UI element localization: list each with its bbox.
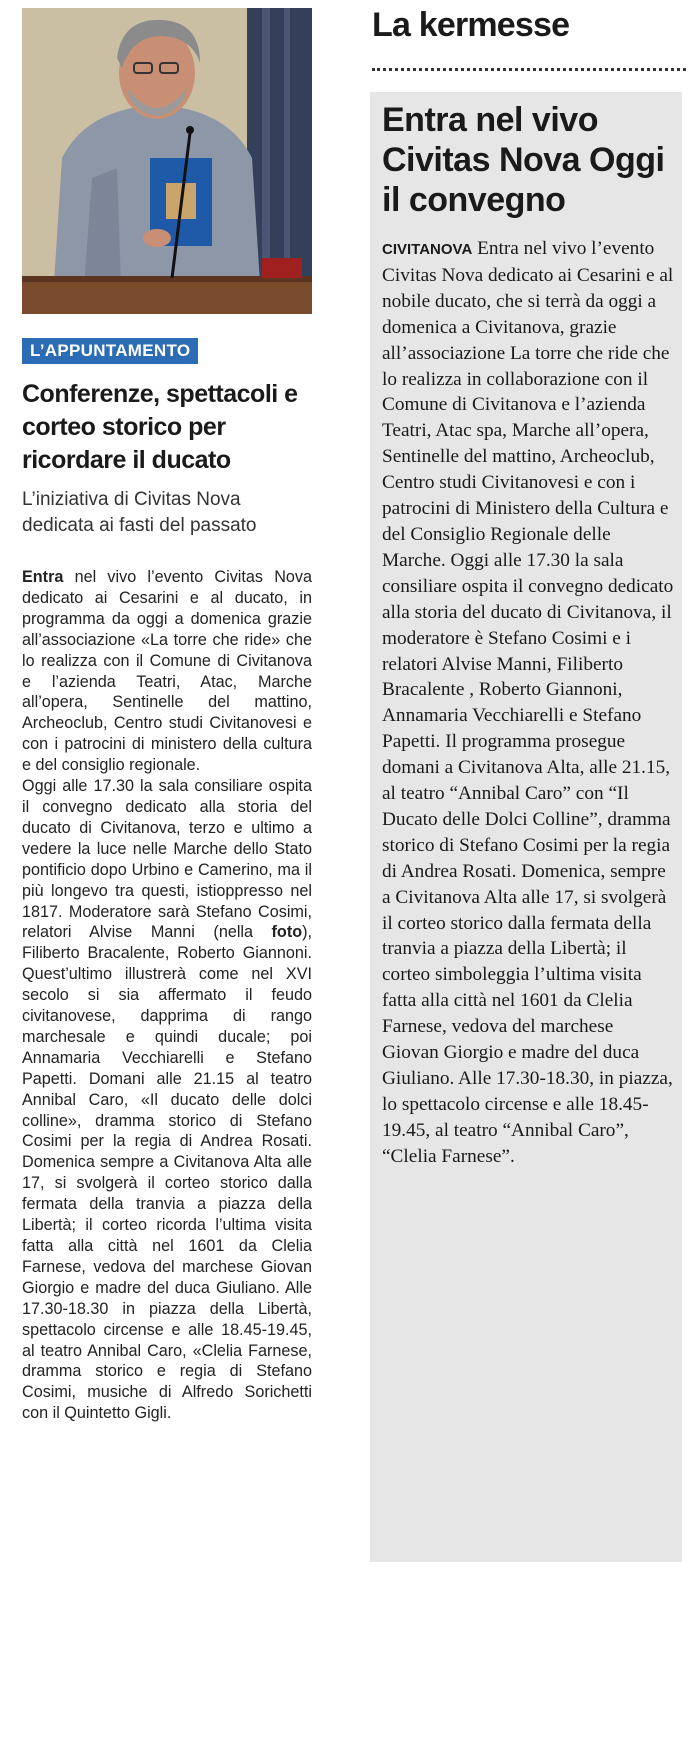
body-text-part-2: ), Filiberto Bracalente, Roberto Giannoni. Quest’ultimo illustrerà come nel XVI secolo si sia affermato il feudo civitanovese, dapprima di rango marchesale e quindi ducale; poi Annamaria Vecchiarelli e Stefano Papetti. Domani alle 21.15 al teatro Annibal Caro, «Il ducato delle dolci colline», dramma storico di Stefano Cosimi per la regia di Andrea Rosati. Domenica sempre a Civitanova Alta alle 17, si svolgerà il corteo storico dalla fermata della tranvia a piazza della Libertà; il corteo ricorda l’ultima visita fatta alla città nel 1601 da Clelia Farnese, vedova del marchese Giovan Giorgio e madre del duca Giuliano. Alle 17.30-18.30 in piazza della Libertà, spettacolo circense e alle 18.45-19.45, al teatro Annibal Caro, «Clelia Farnese, dramma storico e regia di Stefano Cosimi, musiche di Alfredo Sorichetti con il Quintetto Gigli. xyxy=(22,923,312,1423)
section-kicker: L’APPUNTAMENTO xyxy=(22,338,198,364)
speaker-photo-illustration xyxy=(22,8,312,314)
sidebar-box xyxy=(370,92,682,1562)
article-headline: Conferenze, spettacoli e corteo storico per ricordare il ducato xyxy=(22,380,298,474)
sidebar-body xyxy=(382,236,674,1170)
body-lead: Entra xyxy=(22,568,64,586)
article-subtitle: L’iniziativa di Civitas Nova dedicata ai fasti del passato xyxy=(22,489,257,536)
dotted-divider xyxy=(372,68,686,71)
dateline-city: CIVITANOVA xyxy=(382,241,473,258)
body-foto: foto xyxy=(271,923,303,942)
speaker-photo xyxy=(22,8,312,314)
section-header: La kermesse xyxy=(372,6,570,44)
sidebar-body-text: Entra nel vivo l’evento Civitas Nova dedicato ai Cesarini e al nobile ducato, che si terrà da oggi a domenica a Civitanova, grazie all’associazione La torre che ride che lo realizza in collaborazione con il Comune di Civitanova e l’azienda Teatri, Atac spa, Marche all’opera, Sentinelle del mattino, Archeoclub, Centro studi Civitanovesi e con i patrocini di Ministero della Cultura e del Consiglio Regionale delle Marche. Oggi alle 17.30 la sala consiliare ospita il convegno dedicato alla storia del ducato di Civitanova, il moderatore è Stefano Cosimi e i relatori Alvise Manni, Filiberto Bracalente , Roberto Giannoni, Annamaria Vecchiarelli e Stefano Papetti. Il programma prosegue domani a Civitanova Alta, alle 21.15, al teatro “Annibal Caro” con “Il Ducato delle Dolci Colline”, dramma storico di Stefano Cosimi per la regia di Andrea Rosati. Domenica, sempre a Civitanova Alta alle 17, si svolgerà il corteo storico dalla fermata della tranvia a piazza della Libertà; il corteo simboleggia l’ultima visita fatta alla città nel 1601 da Clelia Farnese, vedova del marchese Giovan Giorgio e madre del duca Giuliano. Alle 17.30-18.30, in piazza, lo spettacolo circense e alle 18.45-19.45, al teatro “Annibal Caro”, “Clelia Farnese”. xyxy=(382,238,674,1167)
body-text-part-1: nel vivo l’evento Civitas Nova dedicato ai Cesarini e al ducato, in programma da oggi a domenica grazie all’associazione «La torre che ride» che lo realizza con il Comune di Civitanova e l’azienda Teatri, Atac, Marche all’opera, Sentinelle del mattino, Archeoclub, Centro studi Civitanovesi e con i patrocini di ministero della cultura e del consiglio regionale. Oggi alle 17.30 la sala consiliare ospita il convegno dedicato alla storia del ducato di Civitanova, terzo e ultimo a vedere la luce nelle Marche dello Stato pontificio dopo Urbino e Camerino, ma il più longevo tra questi, istioppresso nel 1817. Moderatore sarà Stefano Cosimi, relatori Alvise Manni (nella xyxy=(22,568,312,942)
article-body xyxy=(22,567,312,1424)
left-article xyxy=(22,8,312,1424)
sidebar-headline: Entra nel vivo Civitas Nova Oggi il convegno xyxy=(382,101,665,219)
